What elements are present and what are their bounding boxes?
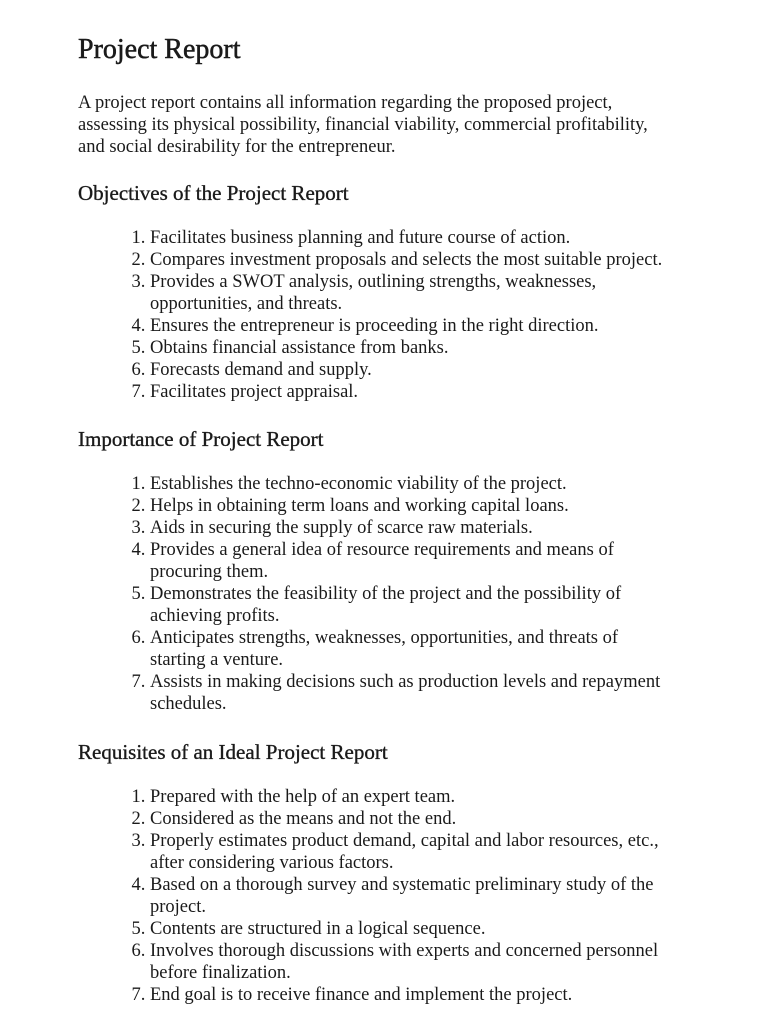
list-item: 1. Facilitates business planning and future course of action. [150, 227, 678, 249]
list-item: 1. Prepared with the help of an expert team. [150, 786, 678, 808]
importance-list [78, 473, 678, 715]
section-heading-importance: Importance of Project Report [78, 427, 324, 451]
list-item: 3. Properly estimates product demand, capital and labor resources, etc., after considering various factors. [150, 830, 678, 874]
list-item: 5. Obtains financial assistance from banks. [150, 337, 678, 359]
list-item: 2. Considered as the means and not the end. [150, 808, 678, 830]
list-item: 6. Forecasts demand and supply. [150, 359, 678, 381]
list-item: 2. Helps in obtaining term loans and working capital loans. [150, 495, 678, 517]
list-item: 6. Involves thorough discussions with experts and concerned personnel before finalization. [150, 940, 678, 984]
intro-paragraph: A project report contains all information regarding the proposed project, assessing its physical possibility, financial viability, commercial profitability, and social desirability for the entrepreneur. [78, 93, 648, 157]
section-heading-objectives: Objectives of the Project Report [78, 181, 349, 205]
list-item: 7. End goal is to receive finance and implement the project. [150, 984, 678, 1006]
list-item: 3. Provides a SWOT analysis, outlining strengths, weaknesses, opportunities, and threats. [150, 271, 678, 315]
list-item: 1. Establishes the techno-economic viability of the project. [150, 473, 678, 495]
list-item: 4. Based on a thorough survey and systematic preliminary study of the project. [150, 874, 678, 918]
list-item: 5. Demonstrates the feasibility of the project and the possibility of achieving profits. [150, 583, 678, 627]
objectives-list [78, 227, 678, 403]
list-item: 4. Provides a general idea of resource requirements and means of procuring them. [150, 539, 678, 583]
document-page [78, 32, 678, 1028]
section-heading-requisites: Requisites of an Ideal Project Report [78, 740, 388, 764]
list-item: 7. Assists in making decisions such as production levels and repayment schedules. [150, 671, 678, 715]
list-item: 3. Aids in securing the supply of scarce raw materials. [150, 517, 678, 539]
list-item: 2. Compares investment proposals and selects the most suitable project. [150, 249, 678, 271]
list-item: 6. Anticipates strengths, weaknesses, opportunities, and threats of starting a venture. [150, 627, 678, 671]
list-item: 4. Ensures the entrepreneur is proceeding in the right direction. [150, 315, 678, 337]
list-item: 7. Facilitates project appraisal. [150, 381, 678, 403]
requisites-list [78, 786, 678, 1006]
page-title: Project Report [78, 34, 241, 65]
list-item: 5. Contents are structured in a logical sequence. [150, 918, 678, 940]
